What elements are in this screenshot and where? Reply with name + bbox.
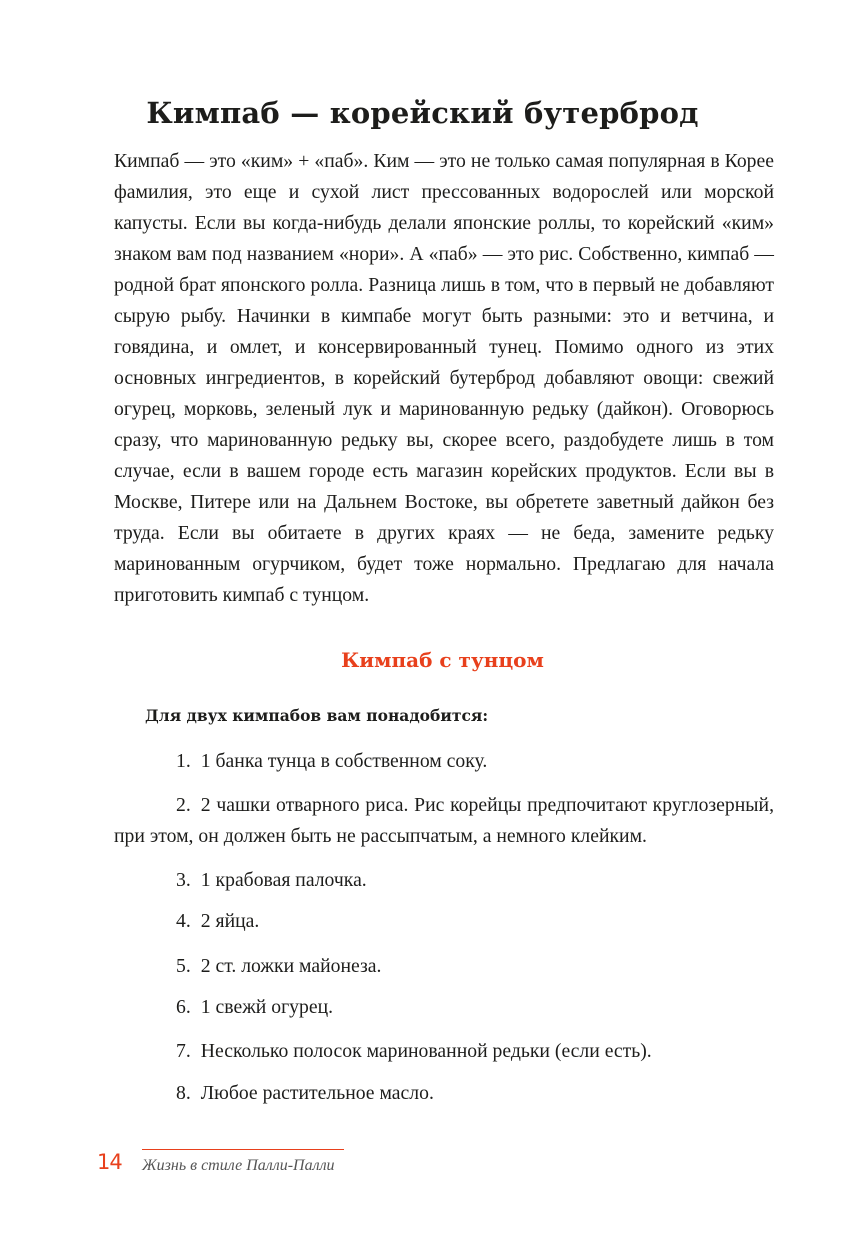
ingredient-number: 4. (176, 910, 191, 932)
ingredient-text: 2 ст. ложки майонеза. (200, 955, 382, 977)
ingredient-number: 8. (176, 1082, 191, 1104)
ingredient-item-6 (114, 992, 774, 1023)
ingredient-number: 3. (176, 869, 191, 891)
ingredient-text: Любое растительное масло. (200, 1082, 434, 1104)
ingredients-heading: Для двух кимпабов вам понадобится: (145, 706, 489, 725)
ingredient-item-2 (114, 790, 774, 852)
ingredient-text: 1 свежй огурец. (200, 996, 334, 1018)
ingredient-number: 7. (176, 1040, 191, 1062)
ingredient-number: 5. (176, 955, 191, 977)
ingredient-number: 6. (176, 996, 191, 1018)
page-number: 14 (97, 1150, 122, 1174)
ingredient-item-4 (114, 906, 774, 937)
ingredient-text: 1 банка тунца в собственном соку. (200, 750, 488, 772)
recipe-title: Кимпаб с тунцом (341, 648, 544, 672)
page-title: Кимпаб — корейский бутерброд (146, 96, 699, 130)
footer-divider (142, 1149, 344, 1150)
ingredient-number: 1. (176, 750, 191, 772)
ingredient-item-8 (114, 1078, 774, 1109)
ingredient-item-5 (114, 951, 774, 982)
ingredient-text: 1 крабовая палочка. (200, 869, 367, 891)
intro-paragraph: Кимпаб — это «ким» + «паб». Ким — это не только самая популярная в Корее фамилия, это еще и сухой лист прессованных водорослей или морской капусты. Если вы когда-нибудь делали японские роллы, то корейский «ким» знаком вам под названием «нори». А «паб» — это рис. Собственно, кимпаб — родной брат японского ролла. Разница лишь в том, что в первый не добавляют сырую рыбу. Начинки в кимпабе могут быть разными: это и ветчина, и говядина, и омлет, и консервированный тунец. Помимо одного из этих основных ингредиентов, в корейский бутерброд добавляют овощи: свежий огурец, морковь, зеленый лук и маринованную редьку (дайкон). Оговорюсь сразу, что маринованную редьку вы, скорее всего, раздобудете лишь в том случае, если в вашем городе есть магазин корейских продуктов. Если вы в Москве, Питере или на Дальнем Востоке, вы обретете заветный дайкон без труда. Если вы обитаете в других краях — не беда, замените редьку маринованным огурчиком, будет тоже нормально. Предлагаю для начала приготовить кимпаб с тунцом. (114, 150, 774, 606)
running-title: Жизнь в стиле Палли-Палли (142, 1157, 335, 1174)
ingredient-item-3 (114, 865, 774, 896)
ingredient-number: 2. (176, 794, 191, 816)
ingredient-text: Несколько полосок маринованной редьки (если есть). (200, 1040, 652, 1062)
ingredient-item-1 (114, 746, 774, 777)
ingredient-item-7 (114, 1036, 774, 1067)
ingredient-text: 2 чашки отварного риса. Рис корейцы предпочитают круглозерный, при этом, он должен быть не рассыпчатым, а немного клейким. (114, 794, 774, 847)
ingredient-text: 2 яйца. (200, 910, 260, 932)
